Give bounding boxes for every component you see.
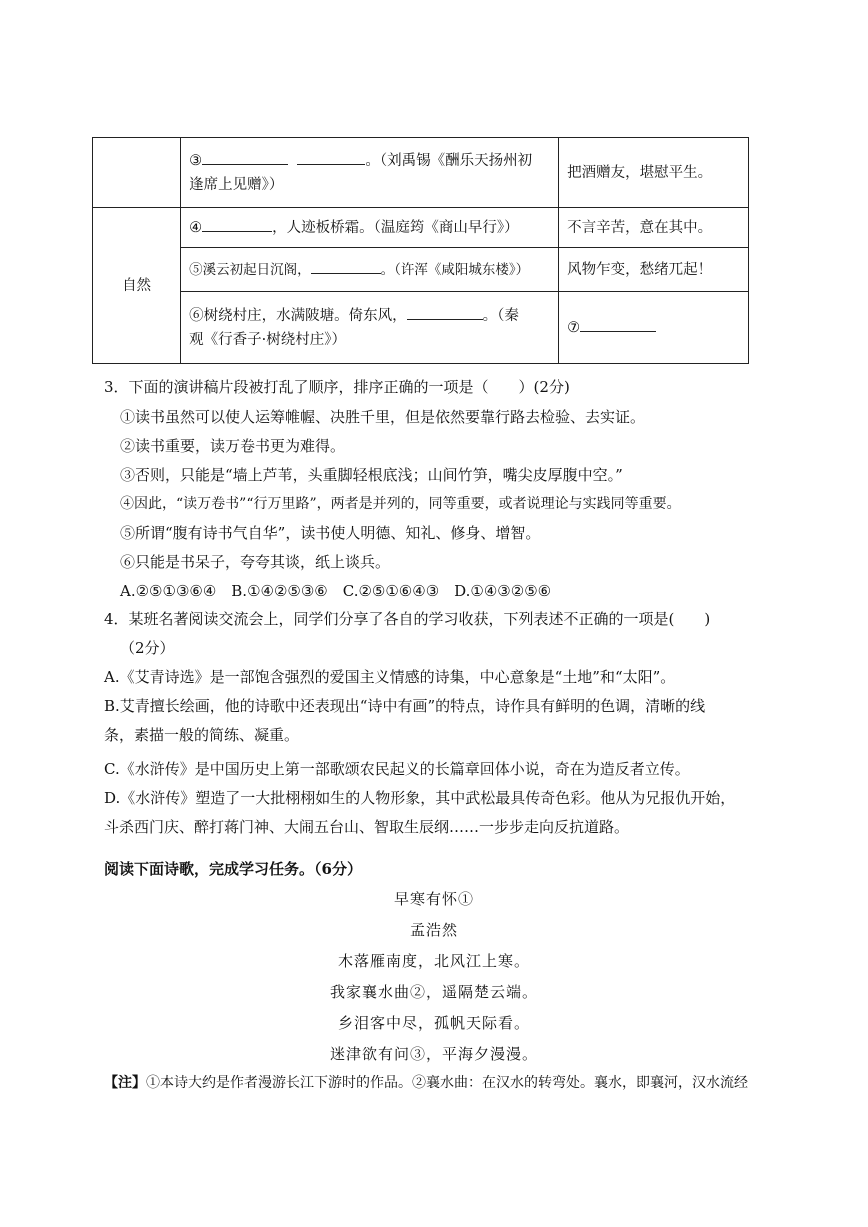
note-label: 【注】	[104, 1075, 146, 1091]
answer-blank[interactable]	[580, 315, 656, 332]
question-text: ，人迹板桥霜。（温庭筠《商山早行》）	[272, 220, 519, 236]
answer-blank[interactable]	[311, 257, 381, 274]
question-text: 。（秦	[482, 308, 519, 324]
poem-table	[92, 137, 749, 364]
question-text: ⑤溪云初起日沉阁，	[189, 262, 311, 278]
table-row	[93, 208, 749, 248]
answer-blank[interactable]	[297, 148, 365, 165]
answer-cell: 不言辛苦，意在其中。	[559, 208, 749, 248]
q4-stem: 4．某班名著阅读交流会上，同学们分享了各自的学习收获，下列表述不正确的一项是( )	[104, 610, 711, 628]
q3-options: A.②⑤①③⑥④ B.①④②⑤③⑥ C.②⑤①⑥④③ D.①④③②⑤⑥	[120, 582, 552, 600]
poem-line: 迷津欲有问③，平海夕漫漫。	[329, 1045, 538, 1063]
question-number: ④	[189, 220, 203, 236]
reading-heading: 阅读下面诗歌，完成学习任务。（6分）	[104, 860, 362, 878]
poem-author: 孟浩然	[409, 921, 458, 939]
answer-cell: 风物乍变，愁绪兀起！	[559, 248, 749, 292]
category-cell: 自然	[93, 208, 181, 364]
q4-option-d: D.《水浒传》塑造了一大批栩栩如生的人物形象，其中武松最具传奇色彩。他从为兄报仇开始，	[104, 789, 736, 807]
question-cell	[181, 248, 559, 292]
question-number: ③	[189, 153, 203, 169]
question-cell	[181, 138, 559, 208]
q3-item: ⑤所谓“腹有诗书气自华”，读书使人明德、知礼、修身、增智。	[120, 524, 541, 542]
question-text: 观《行香子·树绕村庄》）	[189, 332, 346, 348]
poem-line: 我家襄水曲②，遥隔楚云端。	[329, 983, 538, 1001]
q4-score: （2分）	[120, 639, 175, 657]
note-text: ①本诗大约是作者漫游长江下游时的作品。②襄水曲：在汉水的转弯处。襄水，即襄河，汉水流经	[146, 1075, 748, 1091]
q3-stem: 3．下面的演讲稿片段被打乱了顺序，排序正确的一项是（ ）(2分)	[104, 378, 570, 396]
q3-item: ③否则，只能是“墙上芦苇，头重脚轻根底浅；山间竹笋，嘴尖皮厚腹中空。”	[120, 466, 623, 484]
question-text: 。（刘禹锡《酬乐天扬州初	[365, 153, 533, 169]
answer-cell	[559, 292, 749, 364]
question-text: 逢席上见赠》）	[189, 177, 284, 193]
question-cell	[181, 292, 559, 364]
q4-option-a: A.《艾青诗选》是一部饱含强烈的爱国主义情感的诗集，中心意象是“土地”和“太阳”。	[104, 668, 676, 686]
poem-note	[104, 1072, 748, 1092]
q4-option-c: C.《水浒传》是中国历史上第一部歌颂农民起义的长篇章回体小说，奇在为造反者立传。	[104, 760, 690, 778]
q4-option-b: B.艾青擅长绘画，他的诗歌中还表现出“诗中有画”的特点，诗作具有鲜明的色调，清晰的线	[104, 697, 706, 715]
poem-line: 乡泪客中尽，孤帆天际看。	[337, 1014, 530, 1032]
question-text: 。（许浑《咸阳城东楼》）	[380, 262, 530, 278]
q3-item: ⑥只能是书呆子，夸夸其谈，纸上谈兵。	[120, 553, 391, 571]
table-row	[93, 138, 749, 208]
answer-blank[interactable]	[202, 215, 272, 232]
q4-option-d-cont: 斗杀西门庆、醉打蒋门神、大闹五台山、智取生辰纲……一步步走向反抗道路。	[104, 818, 630, 836]
q3-item: ②读书重要，读万卷书更为难得。	[120, 437, 346, 455]
poem-line: 木落雁南度，北风江上寒。	[337, 952, 530, 970]
answer-blank[interactable]	[202, 148, 288, 165]
question-number: ⑦	[567, 320, 581, 336]
answer-blank[interactable]	[407, 303, 483, 320]
table-row	[93, 292, 749, 364]
answer-cell: 把酒赠友，堪慰平生。	[559, 138, 749, 208]
question-cell	[181, 208, 559, 248]
q3-item: ④因此，“读万卷书”“行万里路”，两者是并列的，同等重要，或者说理论与实践同等重要。	[120, 496, 681, 512]
category-cell-empty	[93, 138, 181, 208]
q3-item: ①读书虽然可以使人运筹帷幄、决胜千里，但是依然要靠行路去检验、去实证。	[120, 408, 646, 426]
poem-title: 早寒有怀①	[393, 890, 474, 908]
q4-option-b-cont: 条，素描一般的简练、凝重。	[104, 726, 300, 744]
table-row	[93, 248, 749, 292]
question-text: ⑥树绕村庄，水满陂塘。倚东风，	[189, 308, 407, 324]
